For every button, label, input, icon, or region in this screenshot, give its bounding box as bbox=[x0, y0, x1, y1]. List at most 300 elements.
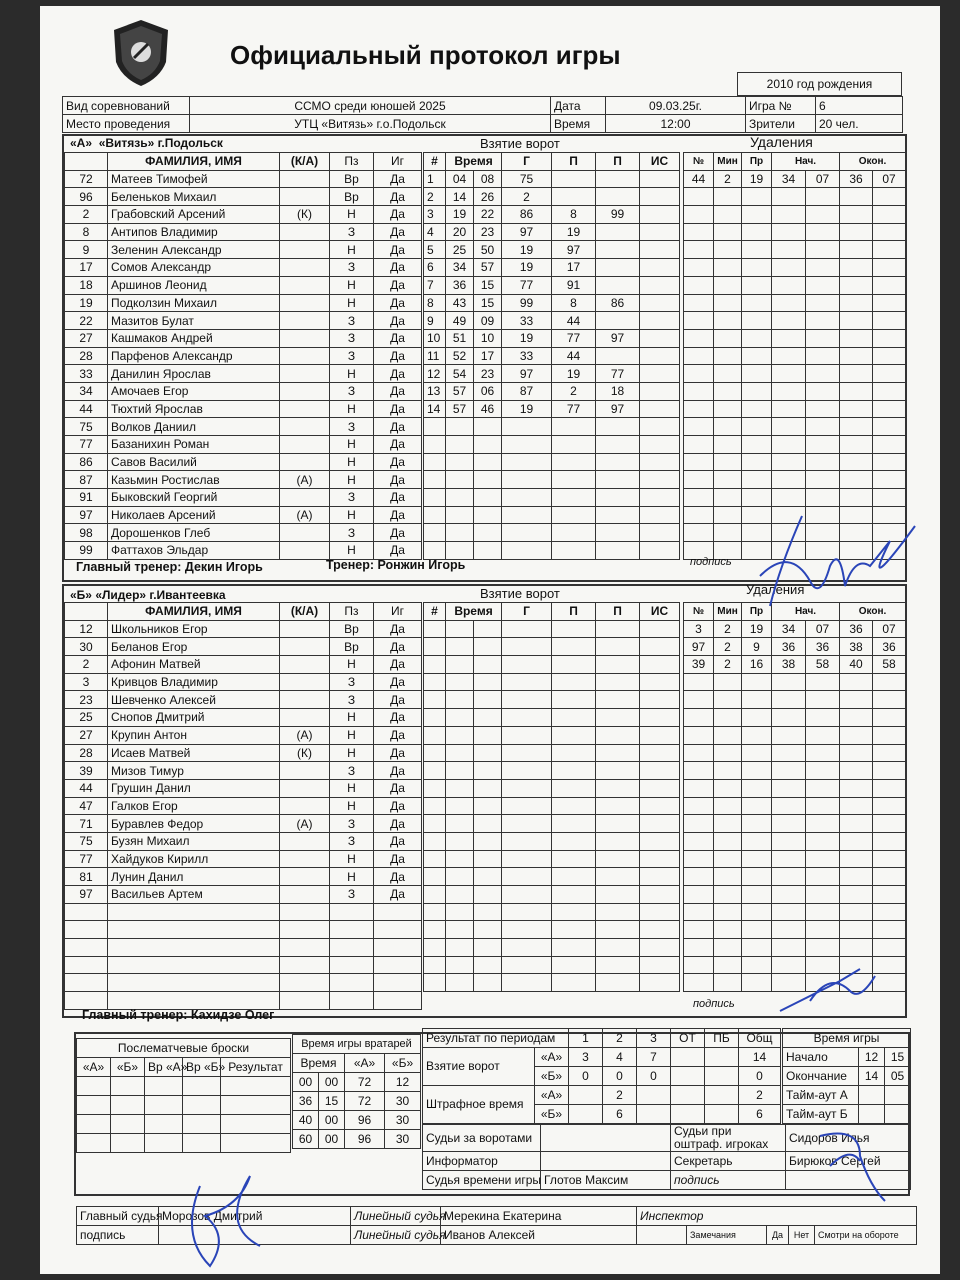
goals-a-p1: 3 bbox=[569, 1048, 603, 1067]
player-name: Парфенов Александр bbox=[108, 347, 280, 365]
goalie-minute: 60 bbox=[293, 1130, 319, 1149]
player-captain-mark: (К) bbox=[280, 744, 330, 762]
player-captain-mark bbox=[280, 400, 330, 418]
goal-assist1: 77 bbox=[552, 400, 596, 418]
roster-row bbox=[65, 939, 422, 957]
roster-row bbox=[65, 259, 422, 277]
penalty-row bbox=[684, 921, 906, 939]
goal-assist2 bbox=[596, 170, 640, 188]
penalty-row bbox=[684, 939, 906, 957]
team-b-title: «Б» «Лидер» г.Ивантеевка bbox=[70, 588, 226, 602]
goal-row bbox=[424, 815, 680, 833]
penalty-ss: 07 bbox=[806, 170, 840, 188]
penalty-sm: 36 bbox=[772, 638, 806, 656]
player-captain-mark bbox=[280, 329, 330, 347]
player-captain-mark bbox=[280, 294, 330, 312]
penalty-sm: 38 bbox=[772, 656, 806, 674]
player-played: Да bbox=[374, 524, 422, 542]
goalie-row bbox=[293, 1073, 421, 1092]
player-number: 18 bbox=[65, 276, 108, 294]
roster-row bbox=[65, 797, 422, 815]
roster-header-num bbox=[65, 153, 108, 171]
player-captain-mark bbox=[280, 347, 330, 365]
player-name: Подколзин Михаил bbox=[108, 294, 280, 312]
pen-header-num: № bbox=[684, 153, 714, 171]
goals-b-p2: 0 bbox=[603, 1067, 637, 1086]
player-name: Крупин Антон bbox=[108, 726, 280, 744]
see-back-label: Смотри на обороте bbox=[815, 1226, 917, 1245]
goal-row bbox=[424, 223, 680, 241]
goal-judges-label: Судьи за воротами bbox=[423, 1125, 541, 1152]
player-captain-mark bbox=[280, 365, 330, 383]
roster-row bbox=[65, 312, 422, 330]
penalty-es: 07 bbox=[873, 170, 906, 188]
player-played: Да bbox=[374, 241, 422, 259]
player-played: Да bbox=[374, 436, 422, 454]
goal-scorer: 19 bbox=[502, 241, 552, 259]
goal-row bbox=[424, 691, 680, 709]
team-b-goals-table bbox=[423, 602, 680, 992]
player-name: Зеленин Александр bbox=[108, 241, 280, 259]
roster-header-pos: Пз bbox=[330, 153, 374, 171]
player-name: Грушин Данил bbox=[108, 779, 280, 797]
roster-row bbox=[65, 709, 422, 727]
player-played: Да bbox=[374, 259, 422, 277]
timeout-a-label: Тайм-аут А bbox=[783, 1086, 859, 1105]
shield-logo-icon bbox=[110, 18, 172, 88]
goal-second: 10 bbox=[474, 329, 502, 347]
goal-second: 09 bbox=[474, 312, 502, 330]
penalty-n: 44 bbox=[684, 170, 714, 188]
goals-a-p2: 4 bbox=[603, 1048, 637, 1067]
penalty-n: 39 bbox=[684, 656, 714, 674]
player-captain-mark bbox=[280, 382, 330, 400]
player-position: Н bbox=[330, 744, 374, 762]
roster-header-num bbox=[65, 603, 108, 621]
goal-number: 6 bbox=[424, 259, 446, 277]
player-number: 25 bbox=[65, 709, 108, 727]
player-played: Да bbox=[374, 365, 422, 383]
goal-row bbox=[424, 489, 680, 507]
period-col-2: 2 bbox=[603, 1029, 637, 1048]
penalty-row bbox=[684, 744, 906, 762]
roster-row bbox=[65, 656, 422, 674]
player-position: Н bbox=[330, 779, 374, 797]
pim-a-p2: 2 bbox=[603, 1086, 637, 1105]
player-captain-mark bbox=[280, 779, 330, 797]
team-a-penalties-table bbox=[683, 152, 906, 560]
goals-b-pb bbox=[705, 1067, 739, 1086]
penalty-n: 3 bbox=[684, 620, 714, 638]
player-position: Вр bbox=[330, 188, 374, 206]
goal-minute: 51 bbox=[446, 329, 474, 347]
goal-assist2: 99 bbox=[596, 206, 640, 224]
player-position: Вр bbox=[330, 620, 374, 638]
goal-second: 50 bbox=[474, 241, 502, 259]
spectators-value: 20 чел. bbox=[816, 115, 903, 133]
player-number: 44 bbox=[65, 400, 108, 418]
goalie-a: 72 bbox=[345, 1092, 385, 1111]
team-a-coach: Тренер: Ронжин Игорь bbox=[326, 558, 466, 572]
player-position: Н bbox=[330, 850, 374, 868]
goal-row bbox=[424, 206, 680, 224]
player-position: Н bbox=[330, 797, 374, 815]
penalty-row bbox=[684, 382, 906, 400]
main-referee-label: Главный судья bbox=[77, 1207, 159, 1226]
goal-row bbox=[424, 974, 680, 992]
penalty-row bbox=[684, 691, 906, 709]
player-captain-mark bbox=[280, 276, 330, 294]
time-value: 12:00 bbox=[606, 115, 746, 133]
goalie-b: 30 bbox=[385, 1111, 421, 1130]
player-position: Н bbox=[330, 868, 374, 886]
penalty-ss: 36 bbox=[806, 638, 840, 656]
goalie-a: 96 bbox=[345, 1130, 385, 1149]
player-number: 17 bbox=[65, 259, 108, 277]
goal-assist1: 19 bbox=[552, 365, 596, 383]
goalie-col-time: Время bbox=[293, 1054, 345, 1073]
pen-header-end: Окон. bbox=[840, 603, 906, 621]
penalty-row bbox=[684, 815, 906, 833]
timekeeper-label: Судья времени игры bbox=[423, 1171, 541, 1190]
player-played: Да bbox=[374, 188, 422, 206]
penalty-n: 97 bbox=[684, 638, 714, 656]
player-played: Да bbox=[374, 673, 422, 691]
player-played: Да bbox=[374, 797, 422, 815]
goal-minute: 20 bbox=[446, 223, 474, 241]
penalty-row bbox=[684, 903, 906, 921]
roster-row bbox=[65, 726, 422, 744]
main-referee-signature-label: подпись bbox=[77, 1226, 159, 1245]
penalty-row bbox=[684, 276, 906, 294]
goal-scorer: 33 bbox=[502, 347, 552, 365]
player-name: Шевченко Алексей bbox=[108, 691, 280, 709]
player-number: 34 bbox=[65, 382, 108, 400]
goal-row bbox=[424, 471, 680, 489]
player-captain-mark bbox=[280, 453, 330, 471]
goal-row bbox=[424, 542, 680, 560]
player-name: Быковский Георгий bbox=[108, 489, 280, 507]
goal-number: 2 bbox=[424, 188, 446, 206]
roster-row bbox=[65, 850, 422, 868]
goalie-time-title: Время игры вратарей bbox=[293, 1035, 421, 1054]
penalty-row bbox=[684, 365, 906, 383]
player-number: 99 bbox=[65, 542, 108, 560]
goal-minute: 43 bbox=[446, 294, 474, 312]
player-played: Да bbox=[374, 329, 422, 347]
pen-header-min: Мин bbox=[714, 603, 742, 621]
player-name: Савов Василий bbox=[108, 453, 280, 471]
comp-label: Вид соревнований bbox=[63, 97, 190, 115]
team-b-roster bbox=[64, 602, 422, 1010]
remarks-yes: Да bbox=[767, 1226, 789, 1245]
goal-minute: 36 bbox=[446, 276, 474, 294]
player-position: З bbox=[330, 347, 374, 365]
end-hour: 14 bbox=[859, 1067, 885, 1086]
team-a-signature-label: подпись bbox=[690, 556, 732, 568]
roster-row bbox=[65, 992, 422, 1010]
goals-label: Взятие ворот bbox=[423, 1048, 535, 1086]
player-played: Да bbox=[374, 294, 422, 312]
penalty-row bbox=[684, 762, 906, 780]
goals-a-total: 14 bbox=[739, 1048, 781, 1067]
protocol-sheet bbox=[40, 6, 940, 1274]
player-name: Хайдуков Кирилл bbox=[108, 850, 280, 868]
secretary-label: Секретарь bbox=[671, 1152, 786, 1171]
venue-value: УТЦ «Витязь» г.о.Подольск bbox=[190, 115, 551, 133]
player-played: Да bbox=[374, 691, 422, 709]
player-number: 77 bbox=[65, 850, 108, 868]
player-position: З bbox=[330, 418, 374, 436]
penalty-min: 2 bbox=[714, 656, 742, 674]
goal-second: 46 bbox=[474, 400, 502, 418]
goals-team-b-label: «Б» bbox=[535, 1067, 569, 1086]
player-position: Н bbox=[330, 453, 374, 471]
player-number: 86 bbox=[65, 453, 108, 471]
penalty-row bbox=[684, 779, 906, 797]
period-col-3: 3 bbox=[637, 1029, 671, 1048]
goal-situation bbox=[640, 188, 680, 206]
roster-row bbox=[65, 294, 422, 312]
player-captain-mark bbox=[280, 832, 330, 850]
goal-number: 4 bbox=[424, 223, 446, 241]
player-captain-mark bbox=[280, 489, 330, 507]
goalie-minute: 40 bbox=[293, 1111, 319, 1130]
spectators-label: Зрители bbox=[746, 115, 816, 133]
penalty-row bbox=[684, 241, 906, 259]
penalty-row bbox=[684, 656, 906, 674]
goal-assist1 bbox=[552, 170, 596, 188]
officials-signature-label: подпись bbox=[671, 1171, 786, 1190]
player-number: 96 bbox=[65, 188, 108, 206]
player-captain-mark bbox=[280, 797, 330, 815]
roster-row bbox=[65, 400, 422, 418]
goal-situation bbox=[640, 259, 680, 277]
inspector-label: Инспектор bbox=[637, 1207, 917, 1226]
player-played: Да bbox=[374, 620, 422, 638]
end-label: Окончание bbox=[783, 1067, 859, 1086]
goal-scorer: 2 bbox=[502, 188, 552, 206]
player-captain-mark bbox=[280, 656, 330, 674]
player-played: Да bbox=[374, 868, 422, 886]
penalty-sm: 34 bbox=[772, 620, 806, 638]
game-time-title: Время игры bbox=[783, 1029, 911, 1048]
penalty-em: 36 bbox=[840, 620, 873, 638]
player-position: З bbox=[330, 489, 374, 507]
start-hour: 12 bbox=[859, 1048, 885, 1067]
pen-header-reason: Пр bbox=[742, 603, 772, 621]
roster-row bbox=[65, 762, 422, 780]
roster-row bbox=[65, 276, 422, 294]
player-played: Да bbox=[374, 886, 422, 904]
player-position: Н bbox=[330, 709, 374, 727]
goalie-row bbox=[293, 1130, 421, 1149]
penalty-row bbox=[684, 400, 906, 418]
goal-scorer: 19 bbox=[502, 329, 552, 347]
player-number: 2 bbox=[65, 656, 108, 674]
player-name: Николаев Арсений bbox=[108, 506, 280, 524]
pim-b-ot bbox=[671, 1105, 705, 1124]
player-name: Аршинов Леонид bbox=[108, 276, 280, 294]
player-name: Мизов Тимур bbox=[108, 762, 280, 780]
time-label: Время bbox=[551, 115, 606, 133]
player-name: Волков Даниил bbox=[108, 418, 280, 436]
goal-number: 12 bbox=[424, 365, 446, 383]
player-number: 28 bbox=[65, 744, 108, 762]
penalty-es: 07 bbox=[873, 620, 906, 638]
player-number: 81 bbox=[65, 868, 108, 886]
goal-row bbox=[424, 709, 680, 727]
penalty-row bbox=[684, 294, 906, 312]
roster-row bbox=[65, 779, 422, 797]
goal-situation bbox=[640, 170, 680, 188]
goal-situation bbox=[640, 223, 680, 241]
goal-scorer: 75 bbox=[502, 170, 552, 188]
roster-header-ka: (К/А) bbox=[280, 153, 330, 171]
penalty-row bbox=[684, 312, 906, 330]
pim-a-p3 bbox=[637, 1086, 671, 1105]
goalie-time-table bbox=[292, 1034, 421, 1149]
goal-second: 08 bbox=[474, 170, 502, 188]
goal-row bbox=[424, 956, 680, 974]
goal-row bbox=[424, 868, 680, 886]
goalie-second: 15 bbox=[319, 1092, 345, 1111]
player-number: 87 bbox=[65, 471, 108, 489]
player-captain-mark bbox=[280, 542, 330, 560]
team-a-penalties-title: Удаления bbox=[750, 134, 813, 150]
timeout-b-label: Тайм-аут Б bbox=[783, 1105, 859, 1124]
player-number: 97 bbox=[65, 506, 108, 524]
goal-number: 1 bbox=[424, 170, 446, 188]
player-number: 33 bbox=[65, 365, 108, 383]
goal-row bbox=[424, 656, 680, 674]
date-value: 09.03.25г. bbox=[606, 97, 746, 115]
roster-header-play: Иг bbox=[374, 603, 422, 621]
roster-row bbox=[65, 815, 422, 833]
player-captain-mark bbox=[280, 762, 330, 780]
roster-row bbox=[65, 974, 422, 992]
penalty-min: 2 bbox=[714, 638, 742, 656]
goals-header-is: ИС bbox=[640, 603, 680, 621]
goal-row bbox=[424, 259, 680, 277]
pen-header-end: Окон. bbox=[840, 153, 906, 171]
goalie-a: 72 bbox=[345, 1073, 385, 1092]
player-name: Базанихин Роман bbox=[108, 436, 280, 454]
player-name: Снопов Дмитрий bbox=[108, 709, 280, 727]
goals-header-assist1: П bbox=[552, 153, 596, 171]
goals-header-num: # bbox=[424, 153, 446, 171]
player-position: Н bbox=[330, 506, 374, 524]
pim-b-total: 6 bbox=[739, 1105, 781, 1124]
penalty-row bbox=[684, 188, 906, 206]
goal-assist1: 17 bbox=[552, 259, 596, 277]
goal-row bbox=[424, 276, 680, 294]
team-a-head-coach: Главный тренер: Декин Игорь bbox=[76, 560, 263, 574]
player-played: Да bbox=[374, 382, 422, 400]
goal-situation bbox=[640, 400, 680, 418]
player-played: Да bbox=[374, 312, 422, 330]
roster-row bbox=[65, 471, 422, 489]
goal-row bbox=[424, 329, 680, 347]
player-position: З bbox=[330, 815, 374, 833]
player-number: 98 bbox=[65, 524, 108, 542]
goal-row bbox=[424, 726, 680, 744]
player-position: Н bbox=[330, 276, 374, 294]
team-b-signature-label: подпись bbox=[693, 998, 735, 1010]
penalty-row bbox=[684, 673, 906, 691]
player-played: Да bbox=[374, 223, 422, 241]
penalty-row bbox=[684, 329, 906, 347]
penalty-em: 36 bbox=[840, 170, 873, 188]
player-name: Дорошенков Глеб bbox=[108, 524, 280, 542]
player-position: Н bbox=[330, 294, 374, 312]
goal-second: 26 bbox=[474, 188, 502, 206]
goal-row bbox=[424, 453, 680, 471]
player-captain-mark bbox=[280, 709, 330, 727]
player-name: Кашмаков Андрей bbox=[108, 329, 280, 347]
roster-row bbox=[65, 347, 422, 365]
penalty-es: 58 bbox=[873, 656, 906, 674]
player-name: Сомов Александр bbox=[108, 259, 280, 277]
player-played: Да bbox=[374, 400, 422, 418]
player-position: З bbox=[330, 673, 374, 691]
pim-label: Штрафное время bbox=[423, 1086, 535, 1124]
penalty-row bbox=[684, 206, 906, 224]
goal-situation bbox=[640, 365, 680, 383]
shootout-col-gb: Вр «Б» bbox=[183, 1058, 221, 1077]
pim-b-pb bbox=[705, 1105, 739, 1124]
roster-row bbox=[65, 382, 422, 400]
game-info-table bbox=[62, 96, 903, 133]
goal-assist1: 8 bbox=[552, 206, 596, 224]
goalie-minute: 36 bbox=[293, 1092, 319, 1111]
goals-team-a-label: «А» bbox=[535, 1048, 569, 1067]
roster-row bbox=[65, 329, 422, 347]
player-position: З bbox=[330, 762, 374, 780]
player-number: 3 bbox=[65, 673, 108, 691]
start-minute: 15 bbox=[885, 1048, 911, 1067]
player-captain-mark: (А) bbox=[280, 726, 330, 744]
goal-assist2 bbox=[596, 259, 640, 277]
player-played: Да bbox=[374, 471, 422, 489]
player-captain-mark bbox=[280, 673, 330, 691]
goalie-col-b: «Б» bbox=[385, 1054, 421, 1073]
player-played: Да bbox=[374, 206, 422, 224]
player-captain-mark bbox=[280, 868, 330, 886]
goal-assist2: 18 bbox=[596, 382, 640, 400]
goal-row bbox=[424, 294, 680, 312]
player-position: Н bbox=[330, 206, 374, 224]
roster-header-play: Иг bbox=[374, 153, 422, 171]
player-name: Антипов Владимир bbox=[108, 223, 280, 241]
roster-row bbox=[65, 620, 422, 638]
goal-situation bbox=[640, 382, 680, 400]
period-results-title: Результат по периодам bbox=[423, 1029, 569, 1048]
penalty-row bbox=[684, 797, 906, 815]
player-played: Да bbox=[374, 506, 422, 524]
timekeeper: Глотов Максим bbox=[541, 1171, 671, 1190]
player-played: Да bbox=[374, 832, 422, 850]
penalty-pr: 16 bbox=[742, 656, 772, 674]
page-title: Официальный протокол игры bbox=[230, 40, 621, 70]
start-label: Начало bbox=[783, 1048, 859, 1067]
roster-header-pos: Пз bbox=[330, 603, 374, 621]
goal-assist2 bbox=[596, 347, 640, 365]
goal-assist2: 97 bbox=[596, 400, 640, 418]
player-captain-mark: (А) bbox=[280, 506, 330, 524]
goal-row bbox=[424, 638, 680, 656]
goal-assist2 bbox=[596, 276, 640, 294]
